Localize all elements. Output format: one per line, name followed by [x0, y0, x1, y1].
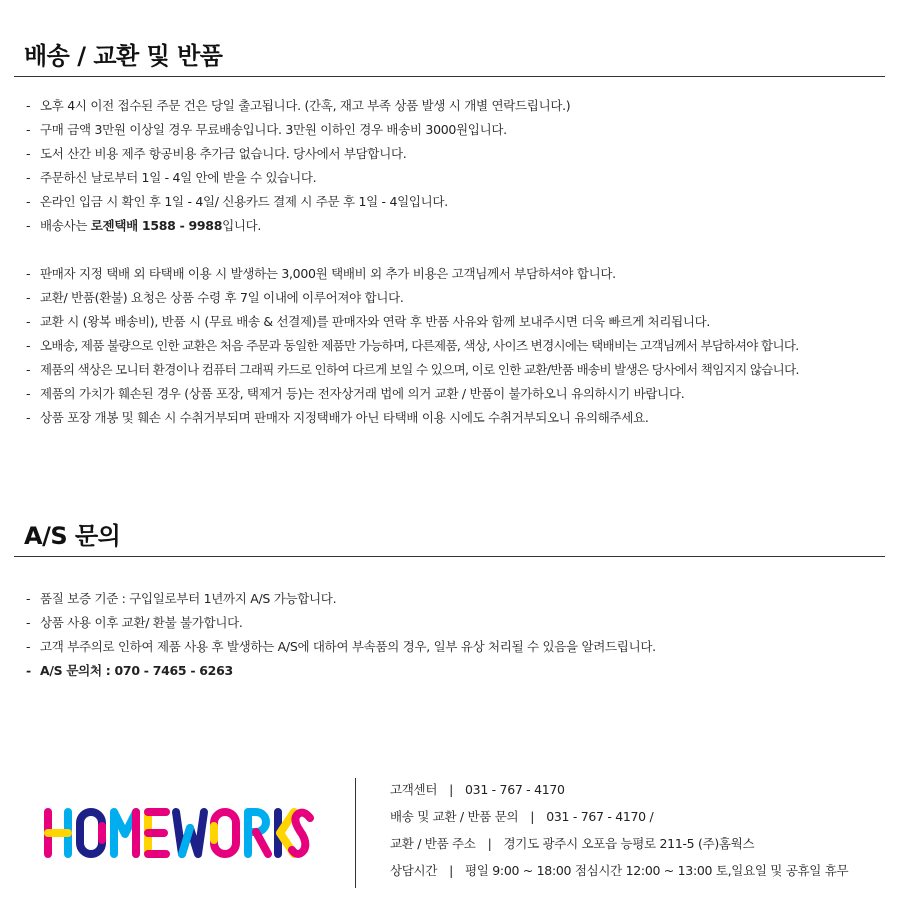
list-item: - 상품 사용 이후 교환/ 환불 불가합니다. [26, 615, 243, 630]
contact-row: 상담시간 | 평일 9:00 ~ 18:00 점심시간 12:00 ~ 13:00 토,일요일 및 공휴일 휴무 [390, 863, 849, 878]
as-list [26, 587, 656, 683]
list-item: - 도서 산간 비용 제주 항공비용 추가금 없습니다. 당사에서 부담합니다. [26, 146, 407, 161]
footer-divider [355, 778, 356, 888]
list-item: - 오배송, 제품 불량으로 인한 교환은 처음 주문과 동일한 제품만 가능하며, 다른제품, 색상, 사이즈 변경시에는 택배비는 고객님께서 부담하셔야 합니다. [26, 338, 799, 353]
as-contact-item: - A/S 문의처 : 070 - 7465 - 6263 [26, 663, 233, 678]
shipping-divider [14, 76, 885, 77]
contact-row: 고객센터 | 031 - 767 - 4170 [390, 782, 565, 797]
list-item: - 고객 부주의로 인하여 제품 사용 후 발생하는 A/S에 대하여 부속품의 경우, 일부 유상 처리될 수 있음을 알려드립니다. [26, 639, 656, 654]
list-item: - 구매 금액 3만원 이상일 경우 무료배송입니다. 3만원 이하인 경우 배송비 3000원입니다. [26, 122, 507, 137]
as-title: A/S 문의 [24, 522, 121, 550]
list-item: - 온라인 입금 시 확인 후 1일 - 4일/ 신용카드 결제 시 주문 후 1일 - 4일입니다. [26, 194, 448, 209]
list-item: - 판매자 지정 택배 외 타택배 이용 시 발생하는 3,000원 택배비 외 추가 비용은 고객님께서 부담하셔야 합니다. [26, 266, 616, 281]
contact-row: 교환 / 반품 주소 | 경기도 광주시 오포읍 능평로 211-5 (주)홈웍스 [390, 836, 755, 851]
courier-item: - 배송사는 로젠택배 1588 - 9988입니다. [26, 218, 262, 233]
spacer [26, 238, 799, 262]
list-item: - 제품의 가치가 훼손된 경우 (상품 포장, 택제거 등)는 전자상거래 법에 의거 교환 / 반품이 불가하오니 유의하시기 바랍니다. [26, 386, 685, 401]
contact-row: 배송 및 교환 / 반품 문의 | 031 - 767 - 4170 / [390, 809, 654, 824]
courier-name: 로젠택배 1588 - 9988 [90, 218, 223, 233]
list-item: - 주문하신 날로부터 1일 - 4일 안에 받을 수 있습니다. [26, 170, 317, 185]
shipping-list [26, 94, 799, 430]
list-item: - 교환 시 (왕복 배송비), 반품 시 (무료 배송 & 선결제)를 판매자와 연락 후 반품 사유와 함께 보내주시면 더욱 빠르게 처리됩니다. [26, 314, 711, 329]
list-item: - 품질 보증 기준 : 구입일로부터 1년까지 A/S 가능합니다. [26, 591, 337, 606]
footer-contact [390, 776, 848, 884]
as-divider [14, 556, 885, 557]
shipping-title: 배송 / 교환 및 반품 [24, 42, 223, 70]
list-item: - 오후 4시 이전 접수된 주문 건은 당일 출고됩니다. (간혹, 재고 부족 상품 발생 시 개별 연락드립니다.) [26, 98, 571, 113]
list-item: - 교환/ 반품(환불) 요청은 상품 수령 후 7일 이내에 이루어져야 합니다. [26, 290, 404, 305]
list-item: - 상품 포장 개봉 및 훼손 시 수취거부되며 판매자 지정택배가 아닌 타택배 이용 시에도 수취거부되오니 유의해주세요. [26, 410, 649, 425]
homeworks-logo [42, 806, 314, 860]
list-item: - 제품의 색상은 모니터 환경이나 컴퓨터 그래픽 카드로 인하여 다르게 보일 수 있으며, 이로 인한 교환/반품 배송비 발생은 당사에서 책임지지 않습니다. [26, 362, 799, 377]
